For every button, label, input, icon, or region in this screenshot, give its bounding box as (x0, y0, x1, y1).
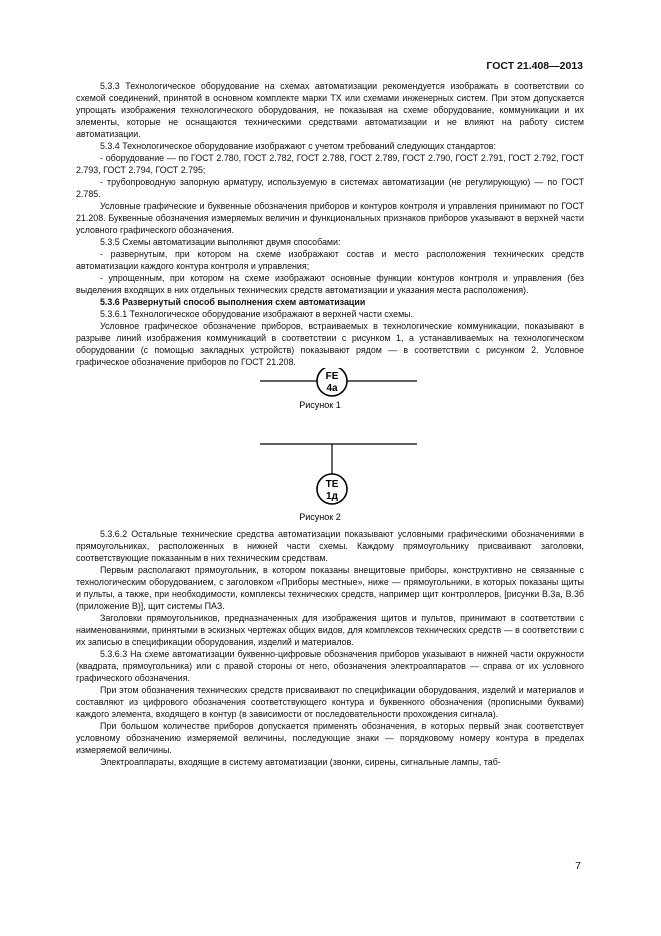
top-text-block (76, 80, 584, 368)
instrument-tag: 1д (326, 491, 338, 502)
page-number: 7 (575, 860, 581, 872)
paragraph: - трубопроводную запорную арматуру, используемую в системах автоматизации (не регулирующую) — по ГОСТ 2.785. (76, 177, 584, 199)
paragraph: 5.3.5 Схемы автоматизации выполняют двумя способами: (100, 237, 341, 247)
document-header: ГОСТ 21.408—2013 (486, 60, 583, 72)
figure-2 (76, 438, 584, 528)
instrument-symbol: TE (325, 479, 339, 490)
paragraph: 5.3.3 Технологическое оборудование на схемах автоматизации рекомендуется изображать в соответствии со схемой соединений, принятой в основном комплекте марки ТХ или схемами инженерных систем. При этом допускается упрощать изображения технологического оборудования, не показывая на схеме оборудование, коммуникации и их элементы, которые не оснащаются техническими средствами автоматизации и не влияют на работу систем автоматизации. (76, 81, 584, 139)
page-body (76, 80, 584, 768)
paragraph: - оборудование — по ГОСТ 2.780, ГОСТ 2.782, ГОСТ 2.788, ГОСТ 2.789, ГОСТ 2.790, ГОСТ 2.791, ГОСТ 2.792, ГОСТ 2.793, ГОСТ 2.794, ГОСТ 2.795; (76, 153, 584, 175)
figure-1 (76, 368, 584, 438)
figure-caption: Рисунок 2 (299, 512, 341, 522)
paragraph: Первым располагают прямоугольник, в котором показаны внещитовые приборы, конструктивно не связанные с технологическим оборудованием, с заголовком «Приборы местные», ниже — прямоугольники, в которых показаны щиты и пульты, а также, при необходимости, комплексы технических средств, например щит контроллеров, [рисунки В.3а, В.3б (приложение В)], щит системы ПАЗ. (76, 565, 584, 611)
paragraph: Заголовки прямоугольников, предназначенных для изображения щитов и пультов, принимают в соответствии с наименованиями, принятыми в эскизных чертежах общих видов, для комплексов технических средств — в соответствии с их записью в спецификации оборудования, изделий и материалов. (76, 613, 584, 647)
paragraph: 5.3.6.1 Технологическое оборудование изображают в верхней части схемы. (100, 309, 414, 319)
instrument-symbol: FE (325, 371, 339, 382)
paragraph: - развернутым, при котором на схеме изображают состав и место расположения технических средств автоматизации каждого контура контроля и управления; (76, 249, 584, 271)
paragraph: При этом обозначения технических средств присваивают по спецификации оборудования, изделий и материалов и составляют из цифрового обозначения соответствующего контура и буквенного обозначения (прописными буквами) каждого элемента, входящего в контур (в зависимости от последовательности прохождения сигнала). (76, 685, 584, 719)
paragraph: При большом количестве приборов допускается применять обозначения, в которых первый знак соответствует условному обозначению измеряемой величины, последующие знаки — порядковому номеру контура в пределах измеряемой величины. (76, 721, 584, 755)
paragraph: Условные графические и буквенные обозначения приборов и контуров контроля и управления принимают по ГОСТ 21.208. Буквенные обозначения измеряемых величин и функциональных признаков приборов указывают в верхней части условного графического обозначения. (76, 201, 584, 235)
instrument-tag: 4а (326, 383, 338, 394)
section-heading: 5.3.6 Развернутый способ выполнения схем автоматизации (100, 297, 366, 307)
paragraph: 5.3.4 Технологическое оборудование изображают с учетом требований следующих стандартов: (100, 141, 496, 151)
paragraph: 5.3.6.2 Остальные технические средства автоматизации показывают условными графическими обозначениями в прямоугольниках, расположенных в нижней части схемы. Каждому прямоугольнику присваивают заголовки, соответствующие показанным в них техническим средствам. (76, 529, 584, 563)
figure-caption: Рисунок 1 (299, 400, 341, 410)
paragraph: Условное графическое обозначение приборов, встраиваемых в технологические коммуникации, показывают в разрыве линий изображения коммуникаций в соответствии с рисунком 1, а устанавливаемых на технологическом оборудовании (с помощью закладных устройств) показывают рядом — в соответствии с рисунком 2. Условное графическое обозначение приборов по ГОСТ 21.208. (76, 321, 584, 367)
figure-2-drawing (76, 438, 584, 528)
paragraph: - упрощенным, при котором на схеме изображают основные функции контуров контроля и управления (без выделения входящих в них отдельных технических средств автоматизации и указания места расположения). (76, 273, 584, 295)
paragraph: 5.3.6.3 На схеме автоматизации буквенно-цифровые обозначения приборов указывают в нижней части окружности (квадрата, прямоугольника) или с правой стороны от него, обозначения электроаппаратов — справа от их условного графического обозначения. (76, 649, 584, 683)
paragraph: Электроаппараты, входящие в систему автоматизации (звонки, сирены, сигнальные лампы, таб- (100, 757, 501, 767)
bottom-text-block (76, 528, 584, 768)
figure-1-drawing (76, 368, 584, 438)
